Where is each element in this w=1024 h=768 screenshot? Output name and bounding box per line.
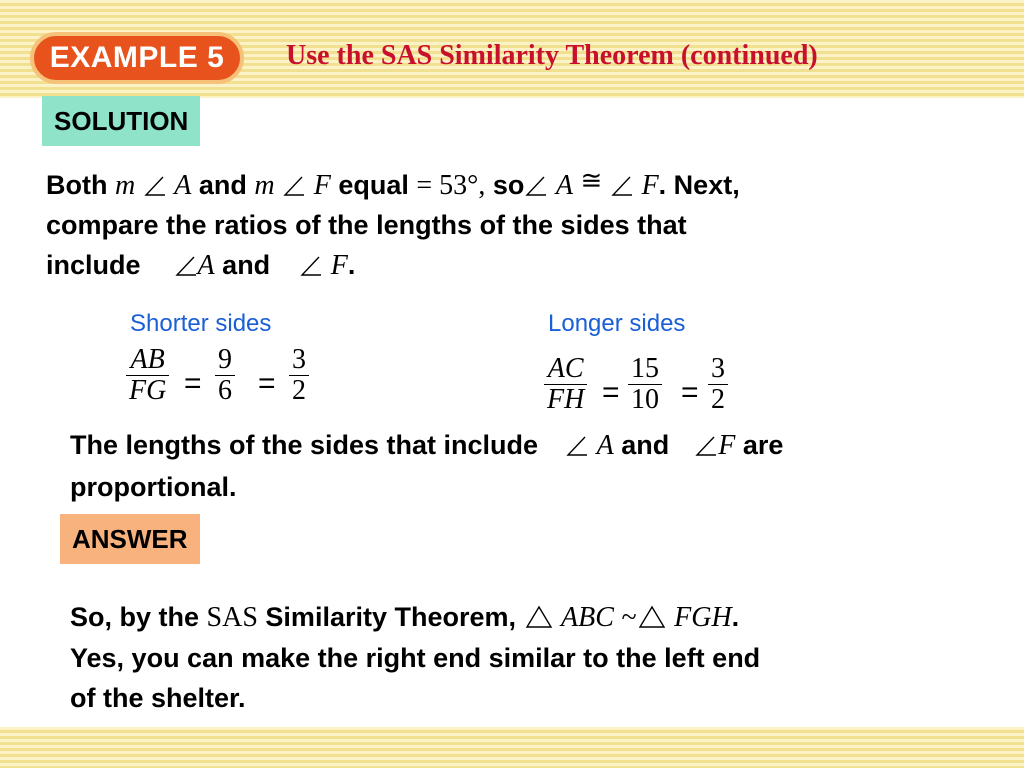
- fraction-3-2: [289, 345, 309, 406]
- equals-sign: =: [184, 367, 202, 400]
- text-are: are: [742, 430, 784, 460]
- angle-icon: [143, 174, 167, 198]
- ratio-denominator: FH: [544, 384, 587, 415]
- angle-icon: [610, 174, 634, 198]
- text-lengths: The lengths of the sides that include: [70, 430, 539, 460]
- text-so-by: So, by the: [70, 602, 200, 632]
- angle-value: = 53°,: [416, 170, 486, 201]
- text-so: so: [492, 170, 525, 200]
- answer-label: ANSWER: [60, 514, 200, 564]
- fraction-denominator: 10: [628, 384, 662, 415]
- fraction-9-6: [215, 345, 235, 406]
- fraction-15-10: [628, 354, 662, 415]
- example-badge: EXAMPLE 5: [30, 32, 244, 84]
- text-both: Both: [46, 170, 108, 200]
- angle-label-a: A: [197, 250, 215, 281]
- triangle-abc: ABC: [561, 602, 614, 633]
- measure-m: m: [254, 170, 275, 201]
- fraction-denominator: 2: [289, 375, 309, 406]
- fraction-3-2: [708, 354, 728, 415]
- fraction-numerator: 9: [218, 344, 232, 375]
- answer-line-2: Yes, you can make the right end similar to the left end: [70, 643, 761, 673]
- answer-line-1: [70, 597, 739, 638]
- ratio-ac-fh: [544, 354, 587, 415]
- ratio-denominator: FG: [126, 375, 169, 406]
- angle-label-f: F: [641, 170, 659, 201]
- text-and: and: [222, 250, 271, 280]
- text-equal: equal: [338, 170, 409, 200]
- angle-icon: [282, 174, 306, 198]
- shorter-sides-heading: Shorter sides: [130, 310, 272, 337]
- ratio-numerator: AB: [130, 344, 165, 375]
- similar-symbol: ~: [621, 602, 637, 633]
- equals-sign: =: [602, 376, 620, 409]
- angle-icon: [174, 254, 198, 278]
- solution-line-3: [46, 245, 355, 286]
- equals-sign: =: [681, 376, 699, 409]
- text-next: . Next,: [658, 170, 740, 200]
- answer-line-3: of the shelter.: [70, 683, 246, 713]
- page-title: Use the SAS Similarity Theorem (continued): [286, 40, 818, 71]
- angle-icon: [694, 434, 718, 458]
- fraction-denominator: 6: [215, 375, 235, 406]
- angle-icon: [299, 254, 323, 278]
- text-period: .: [347, 250, 356, 280]
- angle-icon: [524, 174, 548, 198]
- ratio-numerator: AC: [547, 353, 584, 384]
- angle-label-f: F: [330, 250, 348, 281]
- solution-line-2: compare the ratios of the lengths of the sides that: [46, 210, 687, 240]
- text-include: include: [46, 250, 141, 280]
- text-period: .: [731, 602, 740, 632]
- measure-m: m: [115, 170, 136, 201]
- solution-line-1: Both m A and m F equal = 53°, so A ≅ F. Next,: [46, 166, 740, 201]
- angle-label-a: A: [555, 170, 574, 201]
- ratio-ab-fg: [126, 345, 169, 406]
- angle-label-f: F: [718, 430, 736, 461]
- text-sas: SAS: [206, 602, 258, 633]
- equals-sign: =: [258, 367, 276, 400]
- text-and: and: [198, 170, 247, 200]
- proportional-line-1: [70, 425, 783, 466]
- footer-stripes: [0, 727, 1024, 768]
- triangle-icon: [637, 604, 667, 630]
- longer-sides-heading: Longer sides: [548, 310, 686, 337]
- angle-label-a: A: [174, 170, 192, 201]
- text-and: and: [621, 430, 670, 460]
- triangle-icon: [524, 604, 554, 630]
- text-similarity-theorem: Similarity Theorem,: [265, 602, 517, 632]
- fraction-numerator: 15: [631, 353, 659, 384]
- proportional-line-2: proportional.: [70, 472, 237, 502]
- angle-label-f: F: [313, 170, 331, 201]
- angle-icon: [565, 434, 589, 458]
- triangle-fgh: FGH: [674, 602, 732, 633]
- angle-label-a: A: [596, 430, 614, 461]
- solution-label: SOLUTION: [42, 96, 200, 146]
- fraction-denominator: 2: [708, 384, 728, 415]
- fraction-numerator: 3: [711, 353, 725, 384]
- fraction-numerator: 3: [292, 344, 306, 375]
